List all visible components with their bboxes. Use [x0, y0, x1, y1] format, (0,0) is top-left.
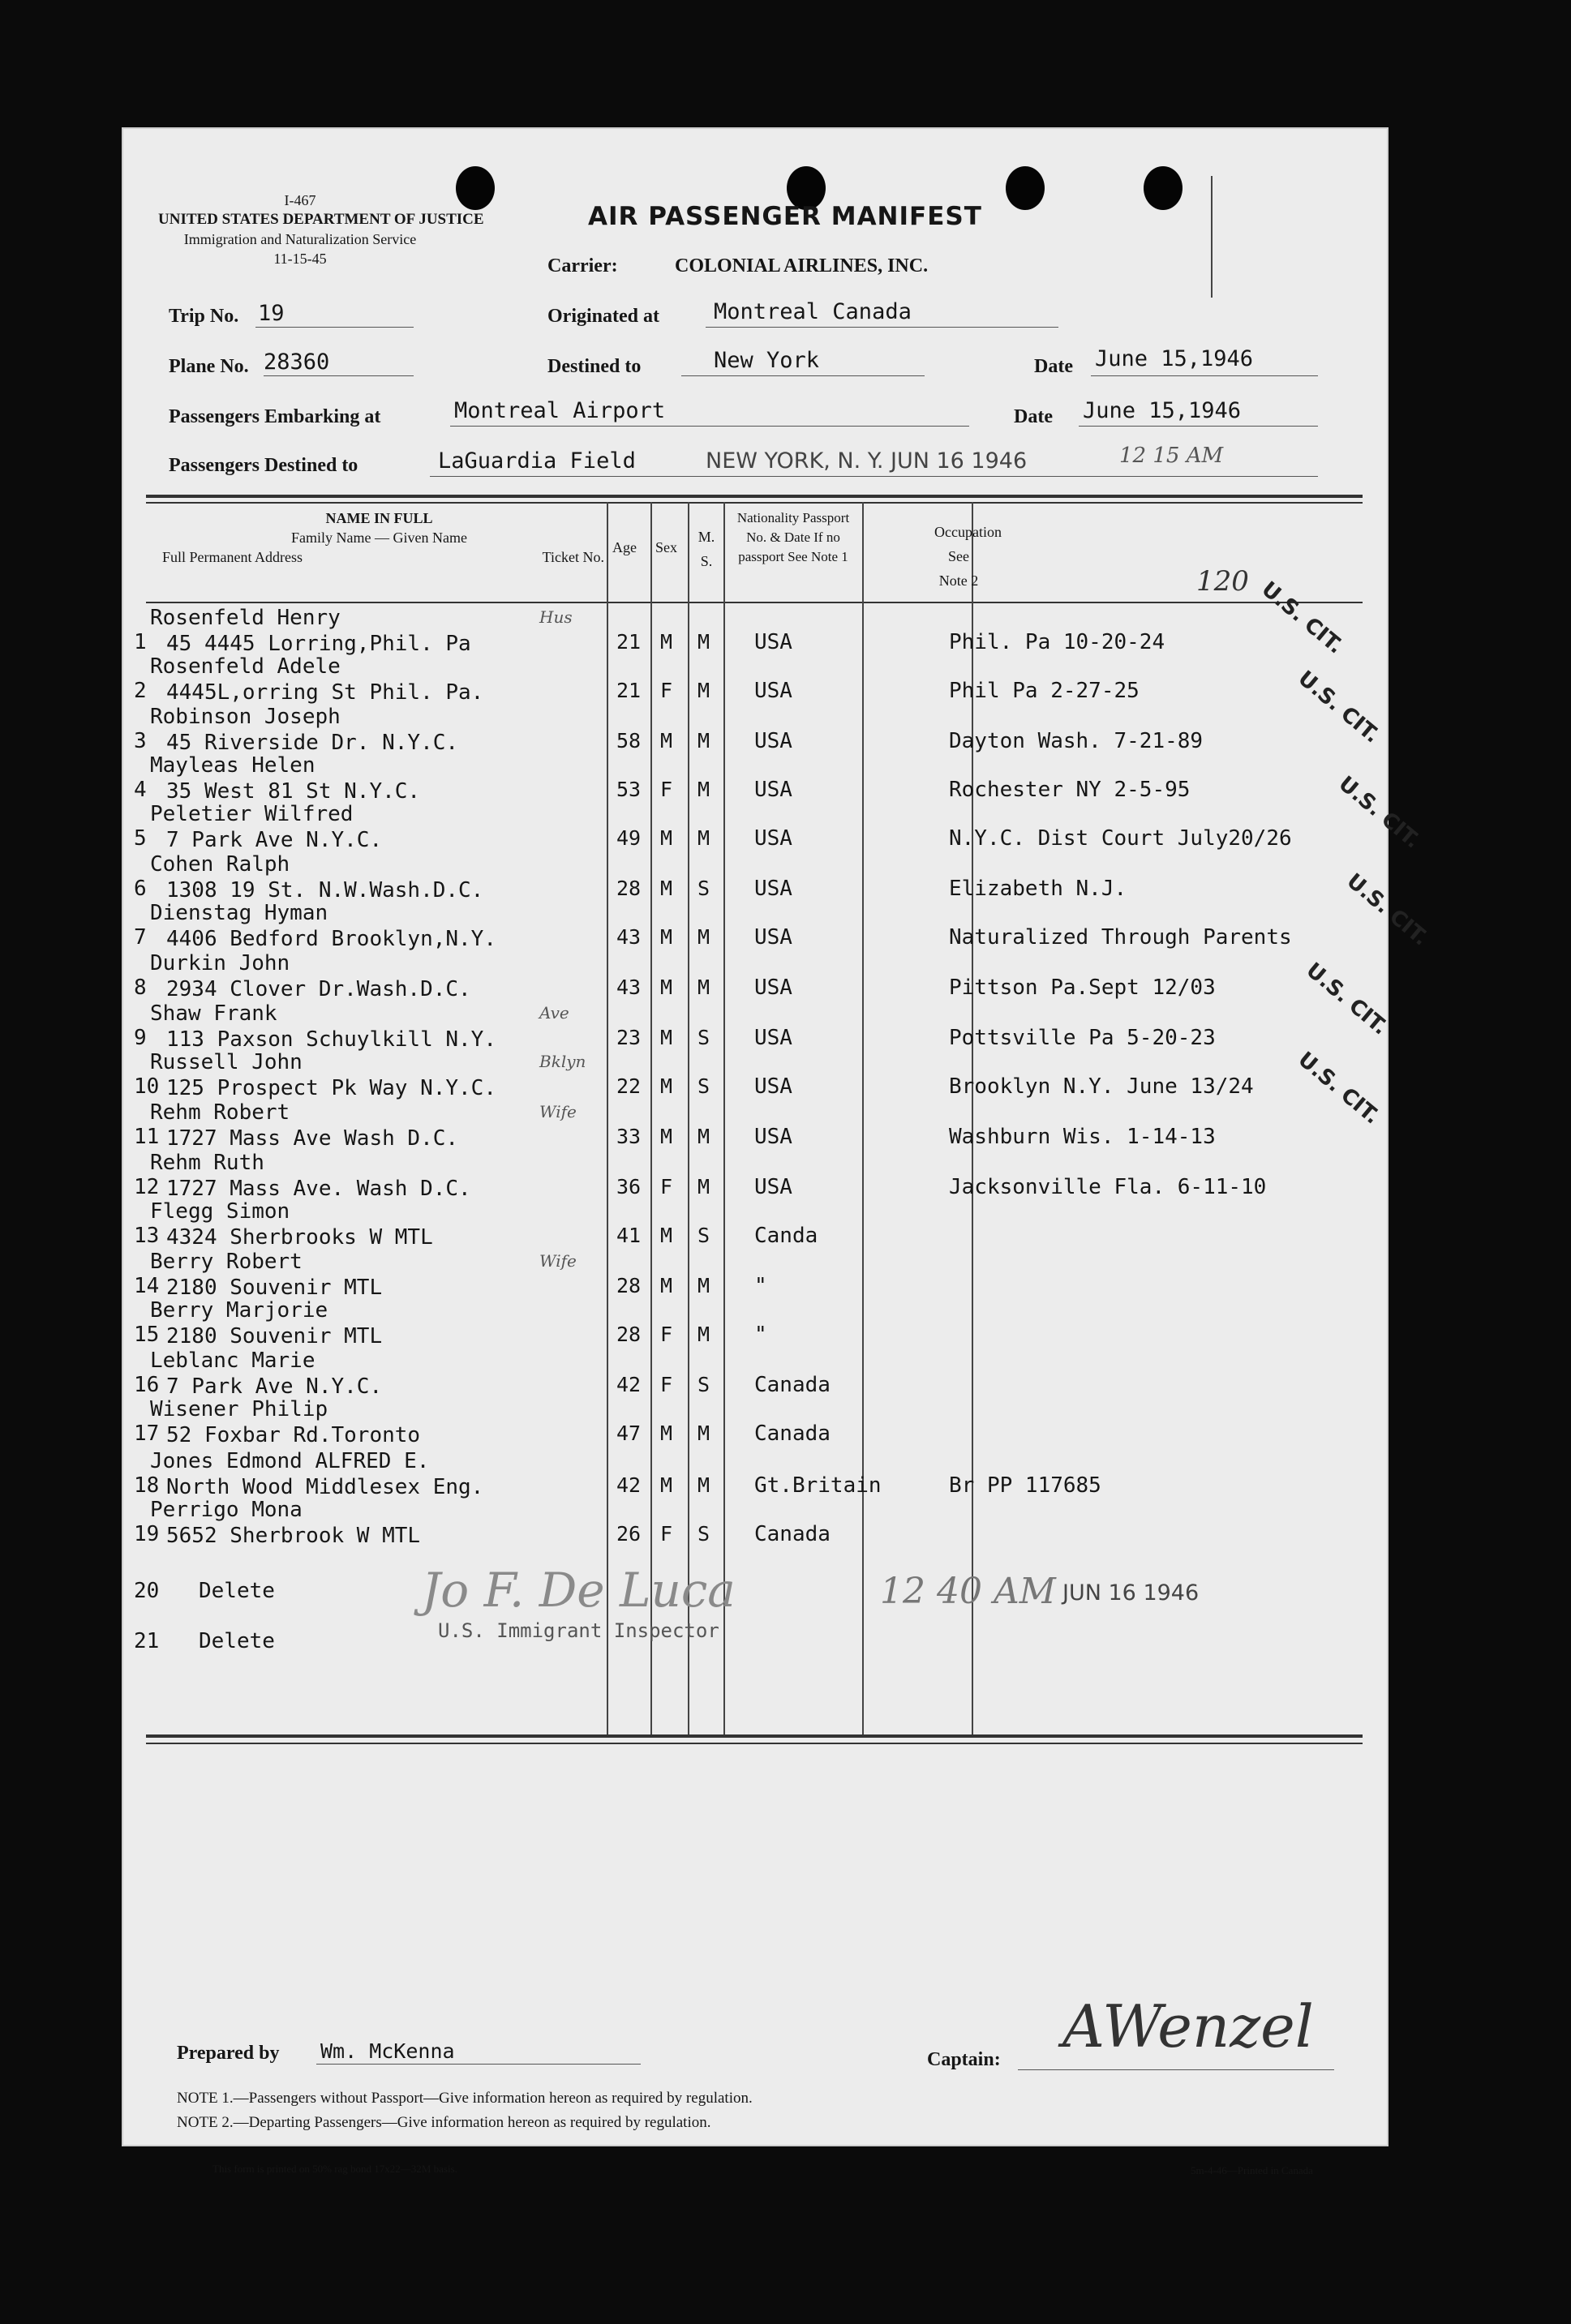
passenger-age: 53 — [616, 778, 642, 801]
row-number: 13 — [134, 1224, 160, 1248]
passenger-name: Dienstag Hyman — [150, 901, 328, 925]
trip-value: 19 — [258, 301, 285, 326]
passenger-name: Robinson Joseph — [150, 705, 341, 729]
passenger-name: Perrigo Mona — [150, 1498, 303, 1522]
passenger-sex: M — [660, 630, 673, 654]
passenger-address: 113 Paxson Schuylkill N.Y. — [166, 1027, 496, 1052]
passenger-occupation: Elizabeth N.J. — [949, 877, 1127, 901]
column-header-occupation: Occupation See Note 2 — [934, 524, 1002, 589]
passenger-marital-status: M — [698, 630, 710, 654]
passenger-sex: M — [660, 729, 673, 753]
prepared-by-label: Prepared by — [177, 2043, 280, 2064]
passenger-address: 2180 Souvenir MTL — [166, 1324, 383, 1349]
column-header-nationality: Nationality Passport No. & Date If no passport See Note 1 — [736, 510, 850, 564]
passenger-sex: F — [660, 1323, 673, 1346]
passenger-address: 45 4445 Lorring,Phil. Pa — [166, 632, 471, 656]
handwritten-note: Ave — [539, 1003, 569, 1023]
passenger-sex: M — [660, 1274, 673, 1297]
passenger-sex: F — [660, 1373, 673, 1396]
passenger-age: 58 — [616, 729, 642, 753]
row-number: 2 — [134, 679, 147, 703]
passenger-nationality: USA — [754, 975, 792, 1000]
passenger-sex: F — [660, 778, 673, 801]
col-address: Full Permanent Address — [162, 549, 303, 565]
passenger-name: Delete — [199, 1629, 275, 1653]
captain-label: Captain: — [927, 2049, 1001, 2070]
passenger-marital-status: S — [698, 1224, 710, 1247]
passenger-nationality: Canada — [754, 1522, 831, 1546]
row-number: 10 — [134, 1074, 160, 1099]
row-number: 5 — [134, 826, 147, 851]
passenger-marital-status: M — [698, 1175, 710, 1198]
passenger-age: 28 — [616, 877, 642, 900]
plane-label: Plane No. — [169, 356, 249, 377]
passenger-name: Mayleas Helen — [150, 753, 315, 778]
date-label-2: Date — [1014, 406, 1053, 427]
originated-label: Originated at — [547, 306, 659, 327]
column-header-name — [154, 508, 604, 567]
handwritten-note: Wife — [539, 1251, 577, 1271]
plane-value: 28360 — [264, 349, 330, 375]
punch-hole — [456, 166, 495, 210]
col-name-title: NAME IN FULL — [325, 510, 433, 526]
passenger-marital-status: S — [698, 1373, 710, 1396]
passenger-nationality: USA — [754, 826, 792, 851]
form-date-code: 11-15-45 — [273, 251, 327, 267]
passenger-nationality: Canada — [754, 1373, 831, 1397]
trip-label: Trip No. — [169, 306, 239, 327]
passenger-name: Peletier Wilfred — [150, 802, 354, 826]
passenger-name: Rosenfeld Adele — [150, 654, 341, 679]
passenger-nationality: Canada — [754, 1421, 831, 1446]
passenger-age: 26 — [616, 1522, 642, 1546]
passenger-marital-status: S — [698, 1522, 710, 1546]
passenger-age: 28 — [616, 1274, 642, 1297]
row-number: 16 — [134, 1373, 160, 1397]
passenger-address: 4445L,orring St Phil. Pa. — [166, 680, 484, 705]
date-value-2: June 15,1946 — [1083, 398, 1242, 423]
department: UNITED STATES DEPARTMENT OF JUSTICE — [158, 211, 484, 228]
row-number: 1 — [134, 630, 147, 654]
print-note: This form is printed on 50% rag bond 17x22—32M basis. — [212, 2163, 457, 2175]
passenger-age: 36 — [616, 1175, 642, 1198]
passenger-age: 42 — [616, 1473, 642, 1497]
inspector-title: U.S. Immigrant Inspector — [438, 1619, 719, 1642]
passenger-age: 47 — [616, 1421, 642, 1445]
citizenship-stamp: U.S. CIT. — [1293, 1047, 1384, 1130]
passenger-sex: M — [660, 1224, 673, 1247]
passenger-marital-status: M — [698, 925, 710, 949]
passenger-nationality: USA — [754, 778, 792, 802]
passenger-nationality: Canda — [754, 1224, 818, 1248]
handwritten-note: Bklyn — [539, 1052, 586, 1071]
passenger-age: 23 — [616, 1026, 642, 1049]
passenger-age: 43 — [616, 925, 642, 949]
passenger-age: 21 — [616, 630, 642, 654]
handwritten-note: Wife — [539, 1102, 577, 1121]
carrier-value: COLONIAL AIRLINES, INC. — [675, 255, 929, 277]
passenger-occupation: Washburn Wis. 1-14-13 — [949, 1125, 1216, 1149]
passenger-marital-status: M — [698, 1323, 710, 1346]
destination-field-label: Passengers Destined to — [169, 455, 358, 476]
passenger-age: 28 — [616, 1323, 642, 1346]
arrival-time-handwritten: 12 15 AM — [1119, 444, 1224, 468]
carrier-label: Carrier: — [547, 255, 618, 277]
inspector-time: 12 40 AM — [880, 1571, 1056, 1612]
passenger-address: 4406 Bedford Brooklyn,N.Y. — [166, 927, 496, 951]
passenger-sex: F — [660, 1175, 673, 1198]
passenger-age: 41 — [616, 1224, 642, 1247]
captain-signature: AWenzel — [1062, 1992, 1314, 2060]
form-header-left — [158, 191, 484, 268]
passenger-name: Durkin John — [150, 951, 290, 975]
passenger-occupation: Phil Pa 2-27-25 — [949, 679, 1140, 703]
passenger-sex: M — [660, 1026, 673, 1049]
row-number: 19 — [134, 1522, 160, 1546]
count-mark: 120 — [1196, 565, 1249, 598]
row-number: 15 — [134, 1323, 160, 1347]
passenger-nationality: USA — [754, 877, 792, 901]
row-number: 14 — [134, 1274, 160, 1298]
passenger-address: 52 Foxbar Rd.Toronto — [166, 1423, 421, 1447]
passenger-sex: M — [660, 826, 673, 850]
passenger-address: 1727 Mass Ave Wash D.C. — [166, 1126, 459, 1151]
row-number: 11 — [134, 1125, 160, 1149]
passenger-occupation: Br PP 117685 — [949, 1473, 1101, 1498]
note-1: NOTE 1.—Passengers without Passport—Give information hereon as required by regulation. — [177, 2090, 753, 2107]
passenger-marital-status: M — [698, 1125, 710, 1148]
arrival-stamp: NEW YORK, N. Y. JUN 16 1946 — [706, 448, 1028, 474]
column-header-sex: Sex — [655, 539, 677, 555]
passenger-sex: M — [660, 1074, 673, 1098]
passenger-name: Cohen Ralph — [150, 852, 290, 877]
passenger-marital-status: M — [698, 975, 710, 999]
row-number: 21 — [134, 1629, 160, 1653]
embark-value: Montreal Airport — [454, 398, 666, 423]
passenger-nationality: USA — [754, 925, 792, 950]
prepared-by-value: Wm. McKenna — [320, 2039, 455, 2063]
handwritten-note: Hus — [539, 607, 573, 627]
row-number: 20 — [134, 1579, 160, 1603]
passenger-nationality: Gt.Britain — [754, 1473, 882, 1498]
passenger-name: Jones Edmond ALFRED E. — [150, 1449, 430, 1473]
passenger-marital-status: M — [698, 826, 710, 850]
passenger-marital-status: M — [698, 1274, 710, 1297]
punch-hole — [1144, 166, 1183, 210]
passenger-name: Shaw Frank — [150, 1001, 277, 1026]
passenger-occupation: Jacksonville Fla. 6-11-10 — [949, 1175, 1267, 1199]
row-number: 4 — [134, 778, 147, 802]
passenger-name: Rehm Ruth — [150, 1151, 264, 1175]
passenger-occupation: Naturalized Through Parents — [949, 925, 1292, 950]
passenger-address: 45 Riverside Dr. N.Y.C. — [166, 731, 459, 755]
passenger-marital-status: M — [698, 1473, 710, 1497]
passenger-sex: F — [660, 679, 673, 702]
passenger-occupation: N.Y.C. Dist Court July20/26 — [949, 826, 1292, 851]
service: Immigration and Naturalization Service — [183, 231, 417, 247]
row-number: 9 — [134, 1026, 147, 1050]
passenger-nationality: USA — [754, 729, 792, 753]
row-number: 18 — [134, 1473, 160, 1498]
passenger-address: 1308 19 St. N.W.Wash.D.C. — [166, 878, 484, 903]
passenger-name: Rehm Robert — [150, 1100, 290, 1125]
note-2: NOTE 2.—Departing Passengers—Give information hereon as required by regulation. — [177, 2114, 711, 2131]
passenger-name: Wisener Philip — [150, 1397, 328, 1421]
passenger-name: Berry Robert — [150, 1250, 303, 1274]
passenger-age: 22 — [616, 1074, 642, 1098]
passenger-address: 4324 Sherbrooks W MTL — [166, 1225, 433, 1250]
passenger-age: 49 — [616, 826, 642, 850]
passenger-address: 1727 Mass Ave. Wash D.C. — [166, 1177, 471, 1201]
passenger-name: Rosenfeld Henry — [150, 606, 341, 630]
destined-label: Destined to — [547, 356, 642, 377]
passenger-age: 33 — [616, 1125, 642, 1148]
destined-value: New York — [714, 348, 820, 373]
col-name-sub: Family Name — Given Name — [291, 530, 467, 546]
passenger-address: 35 West 81 St N.Y.C. — [166, 779, 421, 804]
passenger-marital-status: M — [698, 1421, 710, 1445]
passenger-nationality: USA — [754, 679, 792, 703]
passenger-marital-status: S — [698, 877, 710, 900]
punch-hole — [1006, 166, 1045, 210]
passenger-nationality: USA — [754, 1175, 792, 1199]
passenger-name: Delete — [199, 1579, 275, 1603]
passenger-sex: M — [660, 1125, 673, 1148]
passenger-sex: M — [660, 925, 673, 949]
inspector-date-stamp: JUN 16 1946 — [1062, 1580, 1200, 1606]
passenger-age: 42 — [616, 1373, 642, 1396]
passenger-address: North Wood Middlesex Eng. — [166, 1475, 484, 1499]
manifest-sheet — [122, 127, 1433, 2176]
citizenship-stamp: U.S. CIT. — [1293, 666, 1384, 748]
passenger-sex: F — [660, 1522, 673, 1546]
citizenship-stamp: U.S. CIT. — [1333, 771, 1425, 854]
passenger-name: Leblanc Marie — [150, 1349, 315, 1373]
inspector-signature: Jo F. De Luca — [422, 1563, 736, 1618]
passenger-age: 43 — [616, 975, 642, 999]
passenger-marital-status: S — [698, 1074, 710, 1098]
passenger-sex: M — [660, 1421, 673, 1445]
passenger-occupation: Rochester NY 2-5-95 — [949, 778, 1191, 802]
destination-field-value: LaGuardia Field — [438, 448, 636, 474]
passenger-address: 2180 Souvenir MTL — [166, 1276, 383, 1300]
form-title: AIR PASSENGER MANIFEST — [588, 202, 982, 231]
passenger-marital-status: S — [698, 1026, 710, 1049]
print-code: 5m-4-46—Printed in Canada — [1191, 2164, 1313, 2176]
passenger-name: Russell John — [150, 1050, 303, 1074]
date-value-1: June 15,1946 — [1095, 346, 1254, 371]
passenger-sex: M — [660, 975, 673, 999]
passenger-occupation: Pittson Pa.Sept 12/03 — [949, 975, 1216, 1000]
passenger-address: 125 Prospect Pk Way N.Y.C. — [166, 1076, 496, 1100]
row-number: 17 — [134, 1421, 160, 1446]
row-number: 12 — [134, 1175, 160, 1199]
row-number: 3 — [134, 729, 147, 753]
passenger-occupation: Dayton Wash. 7-21-89 — [949, 729, 1204, 753]
passenger-address: 7 Park Ave N.Y.C. — [166, 1374, 383, 1399]
row-number: 7 — [134, 925, 147, 950]
citizenship-stamp: U.S. CIT. — [1341, 868, 1433, 951]
passenger-marital-status: M — [698, 778, 710, 801]
embark-label: Passengers Embarking at — [169, 406, 381, 427]
passenger-sex: M — [660, 1473, 673, 1497]
col-ticket: Ticket No. — [542, 549, 604, 565]
passenger-name: Berry Marjorie — [150, 1298, 328, 1323]
passenger-marital-status: M — [698, 679, 710, 702]
passenger-address: 5652 Sherbrook W MTL — [166, 1524, 421, 1548]
column-header-age: Age — [612, 539, 637, 555]
passenger-sex: M — [660, 877, 673, 900]
passenger-nationality: USA — [754, 1026, 792, 1050]
passenger-occupation: Pottsville Pa 5-20-23 — [949, 1026, 1216, 1050]
originated-value: Montreal Canada — [714, 299, 912, 324]
passenger-nationality: " — [754, 1274, 767, 1298]
row-number: 6 — [134, 877, 147, 901]
passenger-marital-status: M — [698, 729, 710, 753]
passenger-nationality: " — [754, 1323, 767, 1347]
passenger-age: 21 — [616, 679, 642, 702]
passenger-nationality: USA — [754, 1074, 792, 1099]
date-label: Date — [1034, 356, 1073, 377]
citizenship-stamp: U.S. CIT. — [1301, 958, 1393, 1040]
passenger-nationality: USA — [754, 1125, 792, 1149]
passenger-address: 7 Park Ave N.Y.C. — [166, 828, 383, 852]
passenger-address: 2934 Clover Dr.Wash.D.C. — [166, 977, 471, 1001]
passenger-nationality: USA — [754, 630, 792, 654]
column-header-marital-status: M. S. — [698, 529, 715, 569]
passenger-name: Flegg Simon — [150, 1199, 290, 1224]
citizenship-stamp: U.S. CIT. — [1256, 577, 1348, 659]
row-number: 8 — [134, 975, 147, 1000]
passenger-occupation: Phil. Pa 10-20-24 — [949, 630, 1165, 654]
passenger-occupation: Brooklyn N.Y. June 13/24 — [949, 1074, 1254, 1099]
form-number: I-467 — [284, 192, 316, 208]
